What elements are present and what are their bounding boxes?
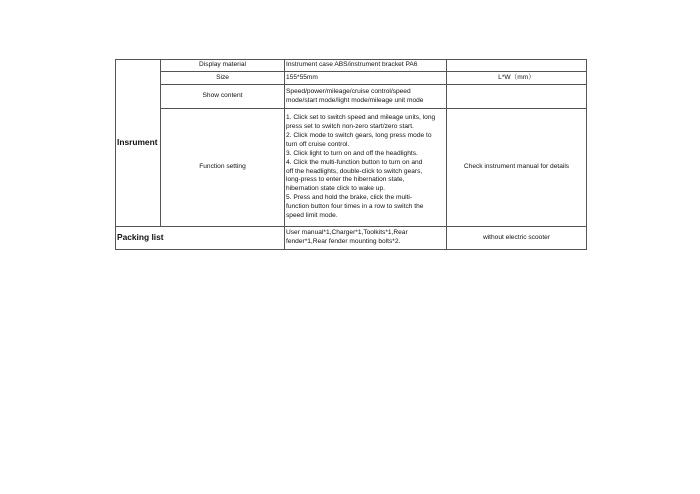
note-size: L*W（mm）	[447, 72, 587, 85]
table-row	[116, 85, 587, 109]
value-line: long-press to enter the hibernation state,	[286, 176, 405, 184]
packing-list-note: without electric scooter	[447, 227, 587, 250]
value-line: User manual*1,Charger*1,Toolkits*1,Rear	[286, 229, 408, 237]
note-function-setting: Check instrument manual for details	[447, 109, 587, 227]
table-row	[116, 72, 587, 85]
value-line: 2. Click mode to switch gears, long press mode to	[286, 131, 432, 139]
note-display-material	[447, 60, 587, 72]
value-line: mode/start mode/light mode/mileage unit mode	[286, 96, 424, 104]
spec-table	[115, 59, 587, 250]
value-line: function button four times in a row to switch the	[286, 203, 424, 211]
packing-list-label: Packing list	[116, 227, 285, 250]
value-line: 4. Click the multi-function button to turn on and	[286, 158, 423, 166]
section-label: Insrument	[116, 60, 161, 227]
attribute-size: Size	[161, 72, 285, 85]
value-line: turn off cruise control.	[286, 140, 350, 148]
value-line: 5. Press and hold the brake, click the multi-	[286, 194, 413, 202]
value-function-setting	[285, 109, 447, 227]
value-line: Instrument case ABS/instrument bracket PA6	[286, 61, 418, 69]
note-show-content	[447, 85, 587, 109]
value-line: press set to switch non-zero start/zero start.	[286, 122, 414, 130]
value-line: 155*55mm	[286, 73, 318, 81]
attribute-display-material: Display material	[161, 60, 285, 72]
value-show-content	[285, 85, 447, 109]
packing-list-value	[285, 227, 447, 250]
value-line: fender*1,Rear fender mounting bolts*2.	[286, 238, 401, 245]
table-row	[116, 227, 587, 250]
value-line: off the headlights, double-click to switch gears,	[286, 167, 423, 175]
attribute-show-content: Show content	[161, 85, 285, 109]
table-row	[116, 109, 587, 227]
value-line: hibernation state click to wake up.	[286, 185, 385, 193]
value-display-material	[285, 60, 447, 72]
value-size	[285, 72, 447, 85]
table-row	[116, 60, 587, 72]
value-line: speed limit mode.	[286, 212, 338, 220]
attribute-function-setting: Function setting	[161, 109, 285, 227]
value-line: Speed/power/mileage/cruise control/speed	[286, 87, 411, 95]
value-line: 3. Click light to turn on and off the headlights.	[286, 149, 418, 157]
value-line: 1. Click set to switch speed and mileage units, long	[286, 113, 436, 121]
